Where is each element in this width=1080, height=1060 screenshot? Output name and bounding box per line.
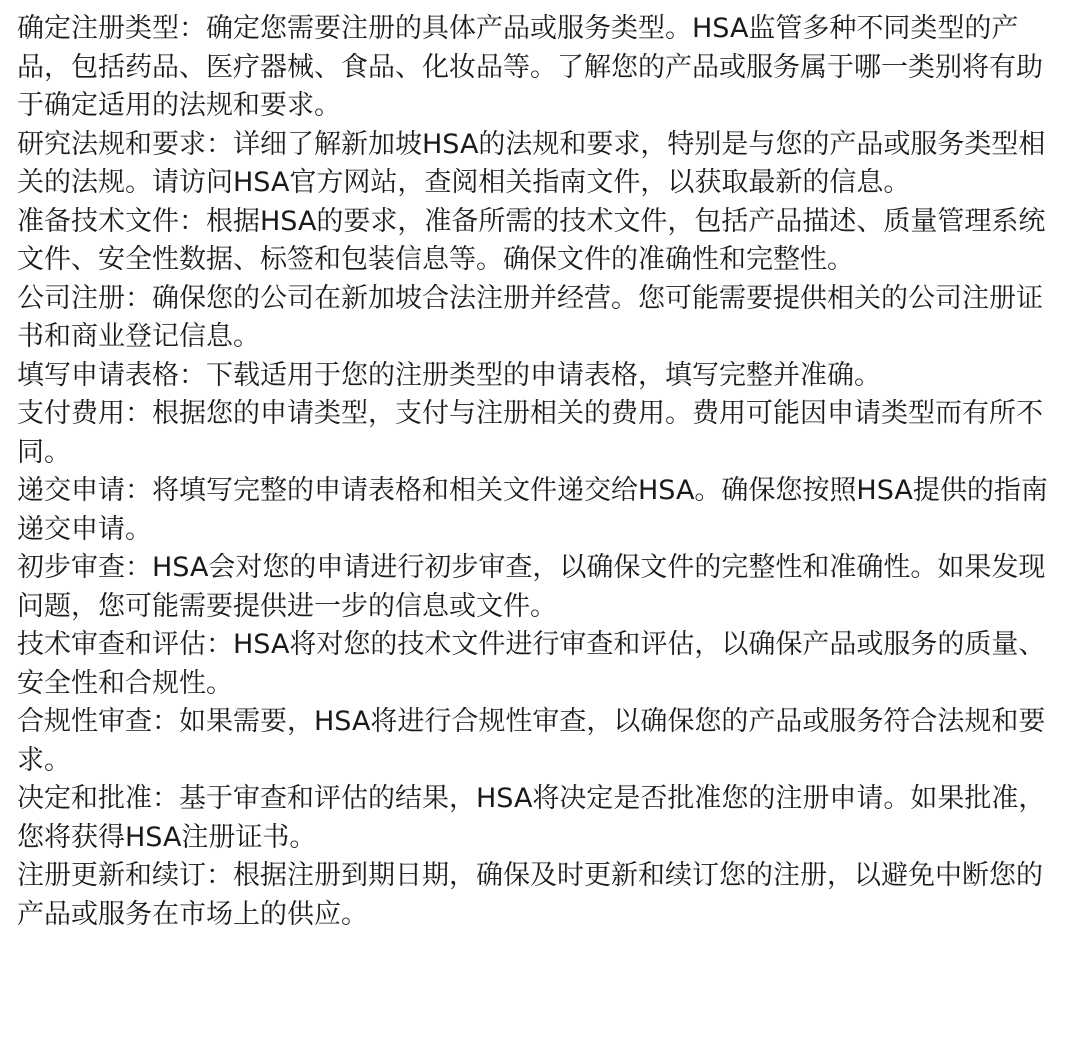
step-paragraph: 技术审查和评估：HSA将对您的技术文件进行审查和评估，以确保产品或服务的质量、安全性和合规性。 xyxy=(17,629,1046,699)
step-paragraph: 初步审查：HSA会对您的申请进行初步审查，以确保文件的完整性和准确性。如果发现问题，您可能需要提供进一步的信息或文件。 xyxy=(17,552,1046,622)
step-paragraph: 准备技术文件：根据HSA的要求，准备所需的技术文件，包括产品描述、质量管理系统文件、安全性数据、标签和包装信息等。确保文件的准确性和完整性。 xyxy=(17,205,1046,275)
step-paragraph: 合规性审查：如果需要，HSA将进行合规性审查，以确保您的产品或服务符合法规和要求。 xyxy=(17,706,1046,776)
step-paragraph: 研究法规和要求：详细了解新加坡HSA的法规和要求，特别是与您的产品或服务类型相关的法规。请访问HSA官方网站，查阅相关指南文件，以获取最新的信息。 xyxy=(17,128,1046,198)
step-paragraph: 注册更新和续订：根据注册到期日期，确保及时更新和续订您的注册，以避免中断您的产品或服务在市场上的供应。 xyxy=(17,860,1043,930)
step-paragraph: 公司注册：确保您的公司在新加坡合法注册并经营。您可能需要提供相关的公司注册证书和商业登记信息。 xyxy=(17,282,1043,352)
document-body xyxy=(17,10,1069,934)
step-paragraph: 决定和批准：基于审查和评估的结果，HSA将决定是否批准您的注册申请。如果批准，您将获得HSA注册证书。 xyxy=(17,783,1046,853)
step-paragraph: 支付费用：根据您的申请类型，支付与注册相关的费用。费用可能因申请类型而有所不同。 xyxy=(17,398,1043,468)
step-paragraph: 递交申请：将填写完整的申请表格和相关文件递交给HSA。确保您按照HSA提供的指南递交申请。 xyxy=(17,475,1048,545)
step-paragraph: 填写申请表格：下载适用于您的注册类型的申请表格，填写完整并准确。 xyxy=(17,359,881,391)
step-paragraph: 确定注册类型：确定您需要注册的具体产品或服务类型。HSA监管多种不同类型的产品，包括药品、医疗器械、食品、化妆品等。了解您的产品或服务属于哪一类别将有助于确定适用的法规和要求。 xyxy=(17,13,1043,121)
